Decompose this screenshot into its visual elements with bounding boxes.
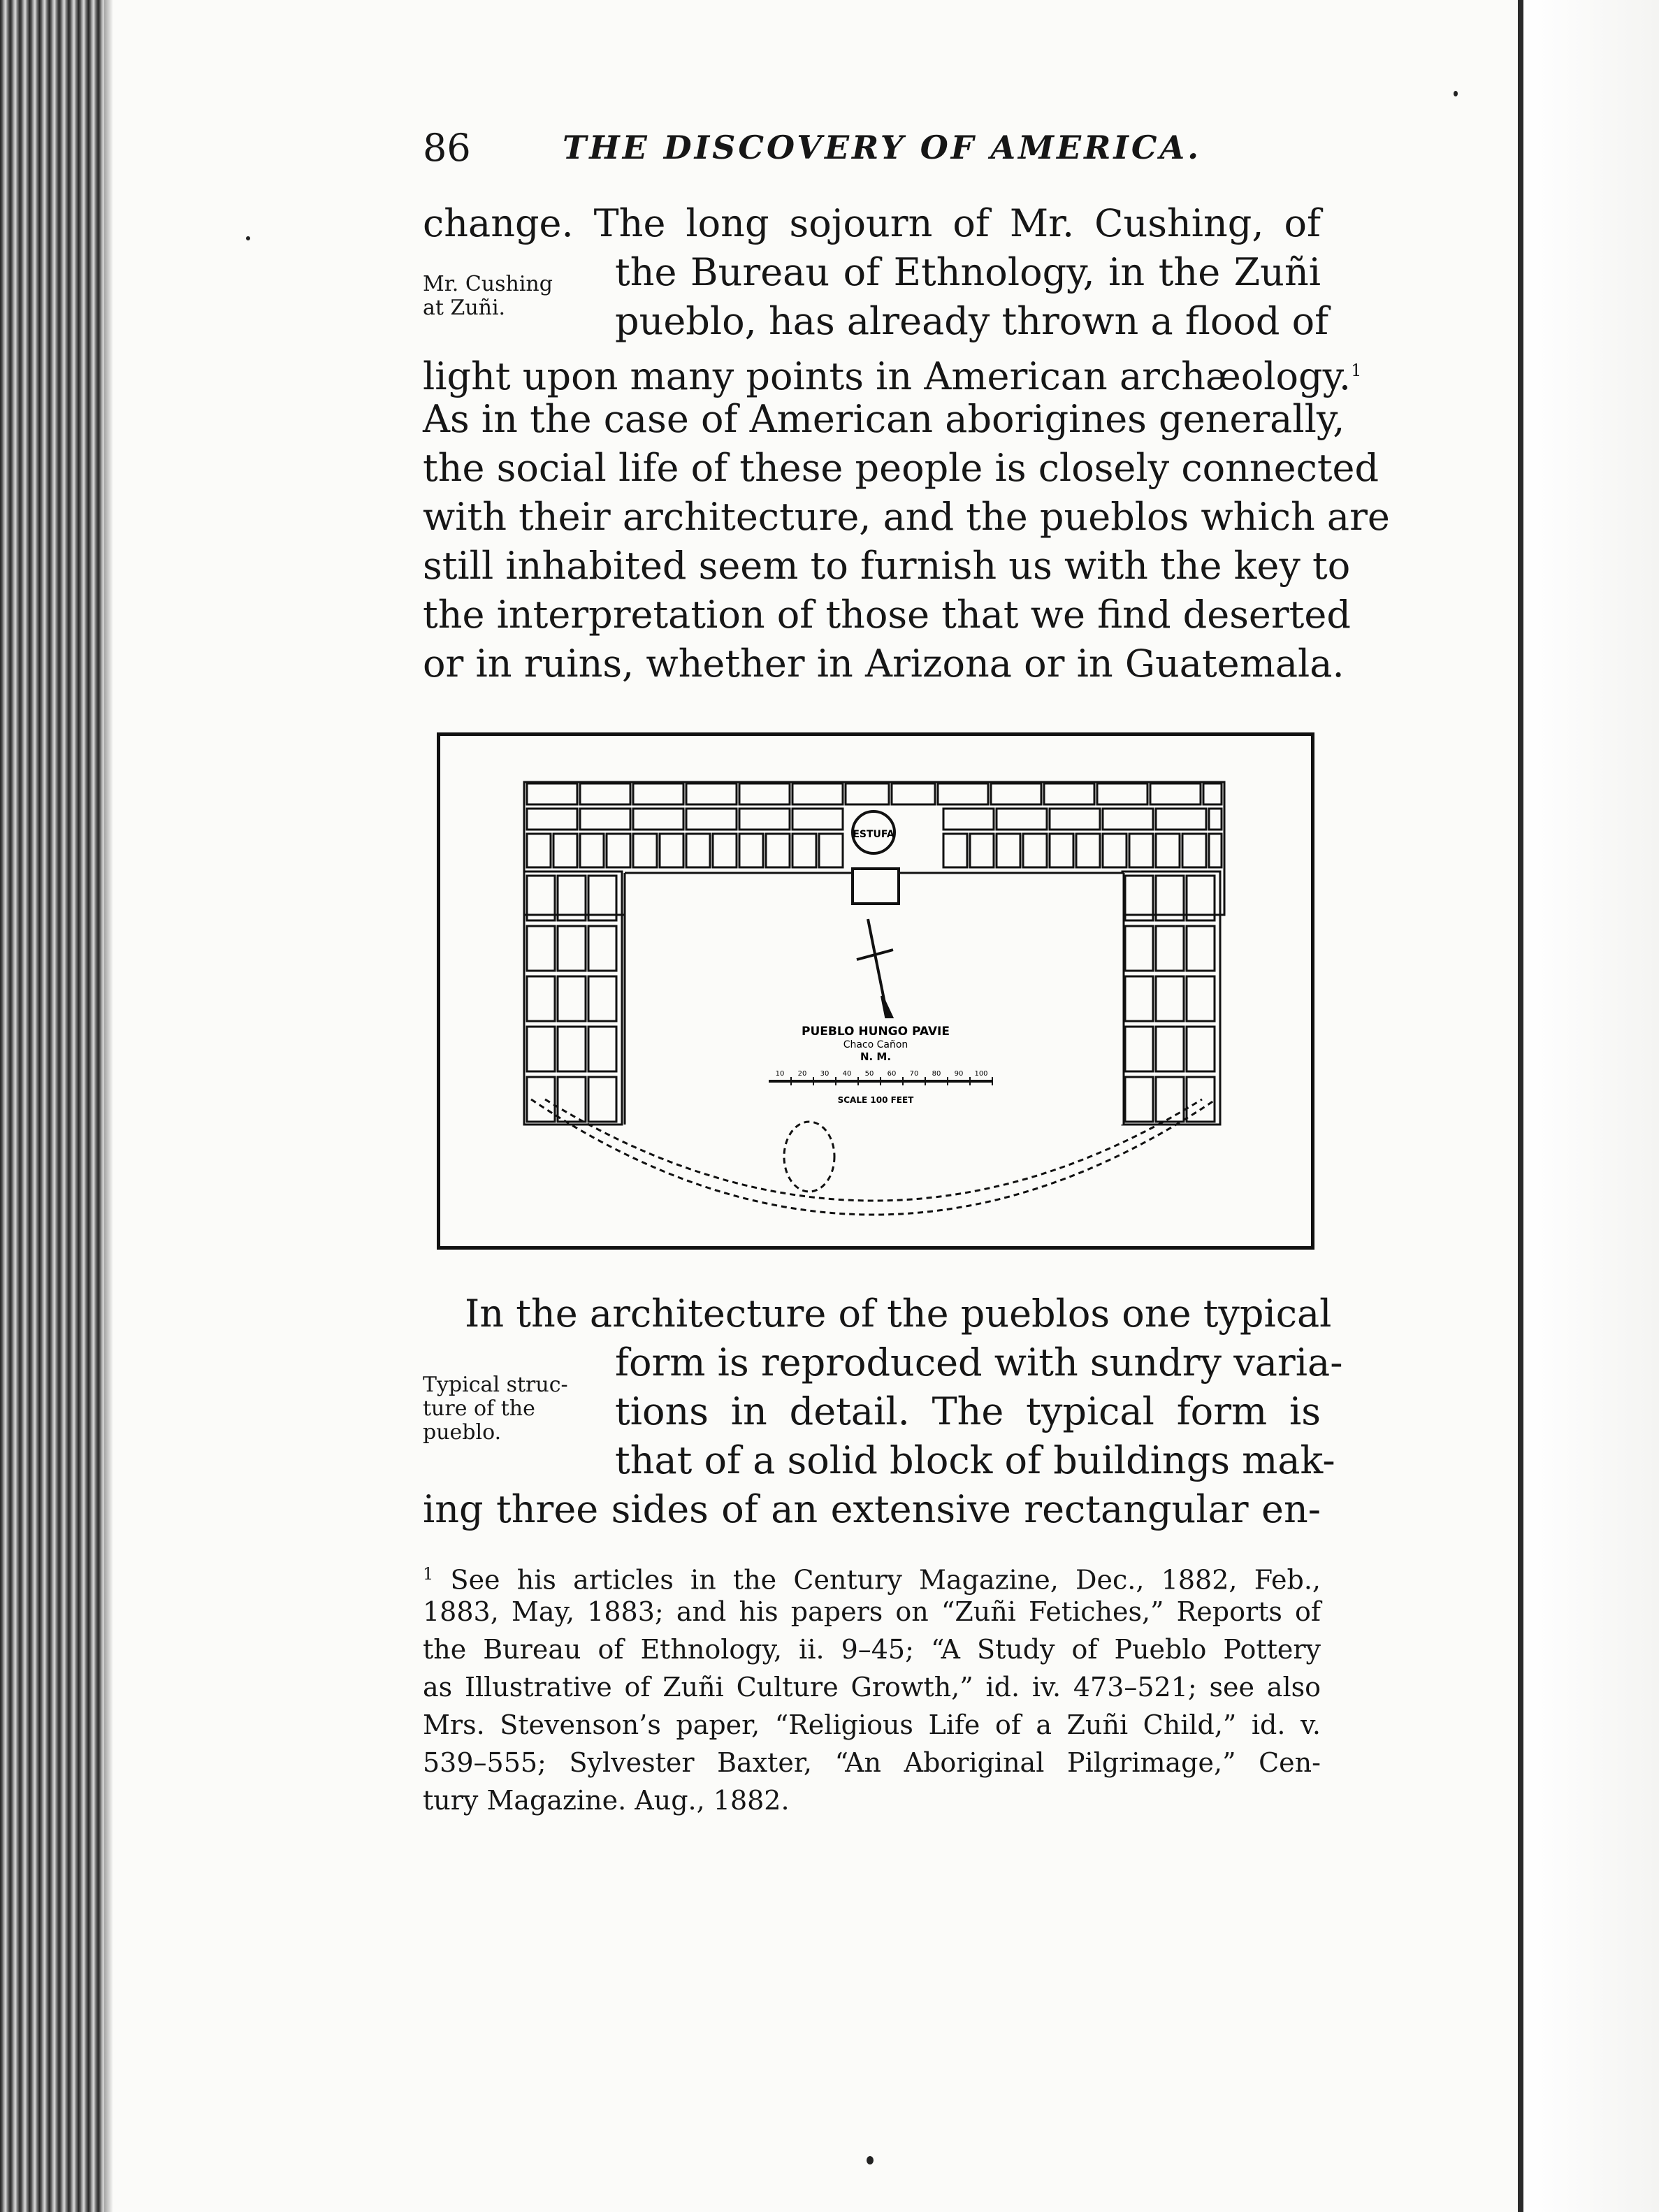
room-cell xyxy=(1125,926,1153,971)
room-cell xyxy=(1187,1027,1215,1071)
room-cell xyxy=(991,783,1041,804)
room-cell xyxy=(686,783,737,804)
room-cell xyxy=(1156,926,1184,971)
room-cell xyxy=(580,809,630,830)
margin-note-line: pueblo. xyxy=(423,1420,502,1445)
footnote-ref: 1 xyxy=(1351,361,1362,380)
running-title: THE DISCOVERY OF AMERICA. xyxy=(563,129,1202,166)
body-line: change. The long sojourn of Mr. Cushing, of xyxy=(423,201,1321,245)
pueblo-plan-figure xyxy=(437,732,1314,1250)
body-line: form is reproduced with sundry varia- xyxy=(615,1340,1343,1385)
scale-tick-label: 50 xyxy=(864,1070,874,1078)
room-cell xyxy=(766,834,790,867)
room-cell xyxy=(819,834,843,867)
room-cell xyxy=(553,834,577,867)
room-cell xyxy=(1187,876,1215,920)
room-cell xyxy=(739,834,763,867)
footnote-line: Mrs. Stevenson’s paper, “Religious Life of a Zuñi Child,” id. v. xyxy=(423,1709,1321,1740)
scale-label: SCALE 100 FEET xyxy=(837,1095,914,1105)
room-cell xyxy=(943,834,967,867)
room-cell xyxy=(938,783,988,804)
room-cell xyxy=(1050,834,1073,867)
courtyard xyxy=(625,873,1124,1125)
room-cell xyxy=(1125,876,1153,920)
room-cell xyxy=(633,783,683,804)
scale-tick-label: 10 xyxy=(775,1070,785,1078)
body-line: or in ruins, whether in Arizona or in Guatemala. xyxy=(423,642,1345,686)
margin-note-typical xyxy=(423,1373,584,1445)
room-cell xyxy=(580,783,630,804)
book-margin-right xyxy=(1523,0,1659,2212)
scale-tick-label: 20 xyxy=(797,1070,807,1078)
room-cell xyxy=(1023,834,1047,867)
plan-subtitle: Chaco Cañon xyxy=(843,1039,908,1050)
book-spine-line xyxy=(1518,0,1523,2212)
body-line: the Bureau of Ethnology, in the Zuñi xyxy=(615,250,1321,294)
margin-note-line: ture of the xyxy=(423,1396,535,1421)
room-cell xyxy=(739,783,790,804)
scale-tick-label: 70 xyxy=(909,1070,919,1078)
scale-tick-label: 40 xyxy=(842,1070,852,1078)
room-cell xyxy=(1187,976,1215,1021)
room-cell xyxy=(1156,876,1184,920)
room-cell xyxy=(558,876,586,920)
room-cell xyxy=(588,926,616,971)
room-cell xyxy=(588,976,616,1021)
scale-tick-label: 60 xyxy=(887,1070,897,1078)
room-cell xyxy=(580,834,604,867)
room-cell xyxy=(892,783,935,804)
room-cell xyxy=(1097,783,1147,804)
footnote-line: tury Magazine. Aug., 1882. xyxy=(423,1785,790,1816)
room-cell xyxy=(1156,1027,1184,1071)
room-cell xyxy=(1209,809,1222,830)
room-cell xyxy=(739,809,790,830)
room-cell xyxy=(524,872,622,1125)
body-line: pueblo, has already thrown a flood of xyxy=(615,299,1329,343)
room-cell xyxy=(792,834,816,867)
room-cell xyxy=(1156,834,1180,867)
room-cell xyxy=(660,834,683,867)
room-cell xyxy=(607,834,630,867)
room-cell xyxy=(527,783,577,804)
page-header xyxy=(423,126,1324,182)
room-cell xyxy=(1187,926,1215,971)
body-line xyxy=(423,346,1362,401)
room-cell xyxy=(943,809,994,830)
room-cell xyxy=(527,834,551,867)
room-cell xyxy=(1203,783,1222,804)
ink-speck xyxy=(1454,91,1458,96)
room-cell xyxy=(1076,834,1100,867)
room-cell xyxy=(1209,834,1222,867)
pueblo-plan-drawing xyxy=(440,736,1311,1246)
room-cell xyxy=(1044,783,1094,804)
room-cell xyxy=(1125,1027,1153,1071)
room-cell xyxy=(633,809,683,830)
room-cell xyxy=(558,976,586,1021)
room-cell xyxy=(527,926,555,971)
room-cell xyxy=(686,834,710,867)
room-cell xyxy=(527,1027,555,1071)
estufa-label: ESTUFA xyxy=(853,829,894,840)
room-cell xyxy=(846,783,889,804)
margin-note-line: Typical struc- xyxy=(423,1373,568,1397)
room-cell xyxy=(1150,783,1201,804)
room-cell xyxy=(588,876,616,920)
margin-note-cushing xyxy=(423,273,584,320)
room-cell xyxy=(997,809,1047,830)
body-line: still inhabited seem to furnish us with the key to xyxy=(423,544,1351,588)
ink-speck xyxy=(867,2156,874,2164)
plan-state: N. M. xyxy=(860,1050,892,1063)
room-cell xyxy=(1129,834,1153,867)
body-line: As in the case of American aborigines generally, xyxy=(423,397,1345,441)
body-line-text: light upon many points in American archæology. xyxy=(423,354,1352,398)
footnote-marker: 1 xyxy=(423,1564,434,1584)
plan-title: PUEBLO HUNGO PAVIE xyxy=(801,1025,950,1039)
room-cell xyxy=(686,809,737,830)
book-page-edges-left xyxy=(0,0,105,2212)
scale-tick-label: 30 xyxy=(820,1070,830,1078)
body-line: the interpretation of those that we find deserted xyxy=(423,593,1351,637)
scale-tick-label: 80 xyxy=(932,1070,941,1078)
room-cell xyxy=(633,834,657,867)
room-cell xyxy=(1125,976,1153,1021)
circular-estufa-ruin xyxy=(784,1122,834,1192)
room-cell xyxy=(1103,809,1153,830)
body-line: the social life of these people is closely connected xyxy=(423,446,1379,490)
room-cell xyxy=(1156,1077,1184,1122)
body-line: with their architecture, and the pueblos which are xyxy=(423,495,1390,539)
room-cell xyxy=(588,1077,616,1122)
room-cell xyxy=(1050,809,1100,830)
margin-note-line: at Zuñi. xyxy=(423,296,506,320)
estufa-symbol xyxy=(853,811,894,853)
body-line: tions in detail. The typical form is xyxy=(615,1389,1321,1433)
room-cell xyxy=(1156,809,1206,830)
room-cell xyxy=(527,976,555,1021)
footnote-line: 1883, May, 1883; and his papers on “Zuñi Fetiches,” Reports of xyxy=(423,1596,1321,1627)
room-cell xyxy=(792,783,843,804)
room-cell xyxy=(970,834,994,867)
footnote-line: 539–555; Sylvester Baxter, “An Aboriginal Pilgrimage,” Cen- xyxy=(423,1747,1321,1778)
room-cell xyxy=(1122,872,1220,1125)
room-cell xyxy=(527,809,577,830)
page-number: 86 xyxy=(423,126,471,170)
body-line: that of a solid block of buildings mak- xyxy=(615,1438,1335,1482)
margin-note-line: Mr. Cushing xyxy=(423,272,553,296)
body-line: ing three sides of an extensive rectangular en- xyxy=(423,1487,1321,1531)
footnote-line: the Bureau of Ethnology, ii. 9–45; “A Study of Pueblo Pottery xyxy=(423,1634,1321,1665)
footnote-line: as Illustrative of Zuñi Culture Growth,” id. iv. 473–521; see also xyxy=(423,1672,1321,1703)
scale-tick-label: 90 xyxy=(954,1070,964,1078)
footnote-text: See his articles in the Century Magazine, Dec., 1882, Feb., xyxy=(450,1564,1321,1596)
room-cell xyxy=(1103,834,1126,867)
room-cell xyxy=(588,1027,616,1071)
room-cell xyxy=(527,876,555,920)
room-cell xyxy=(1182,834,1206,867)
room-cell xyxy=(1156,976,1184,1021)
room-cell xyxy=(1125,1077,1153,1122)
room-cell xyxy=(792,809,843,830)
body-line: In the architecture of the pueblos one typical xyxy=(465,1292,1332,1336)
room-cell xyxy=(713,834,737,867)
room-cell xyxy=(997,834,1020,867)
room-cell xyxy=(558,926,586,971)
ink-speck xyxy=(246,236,250,240)
room-cell xyxy=(558,1027,586,1071)
scale-tick-label: 100 xyxy=(974,1070,988,1078)
